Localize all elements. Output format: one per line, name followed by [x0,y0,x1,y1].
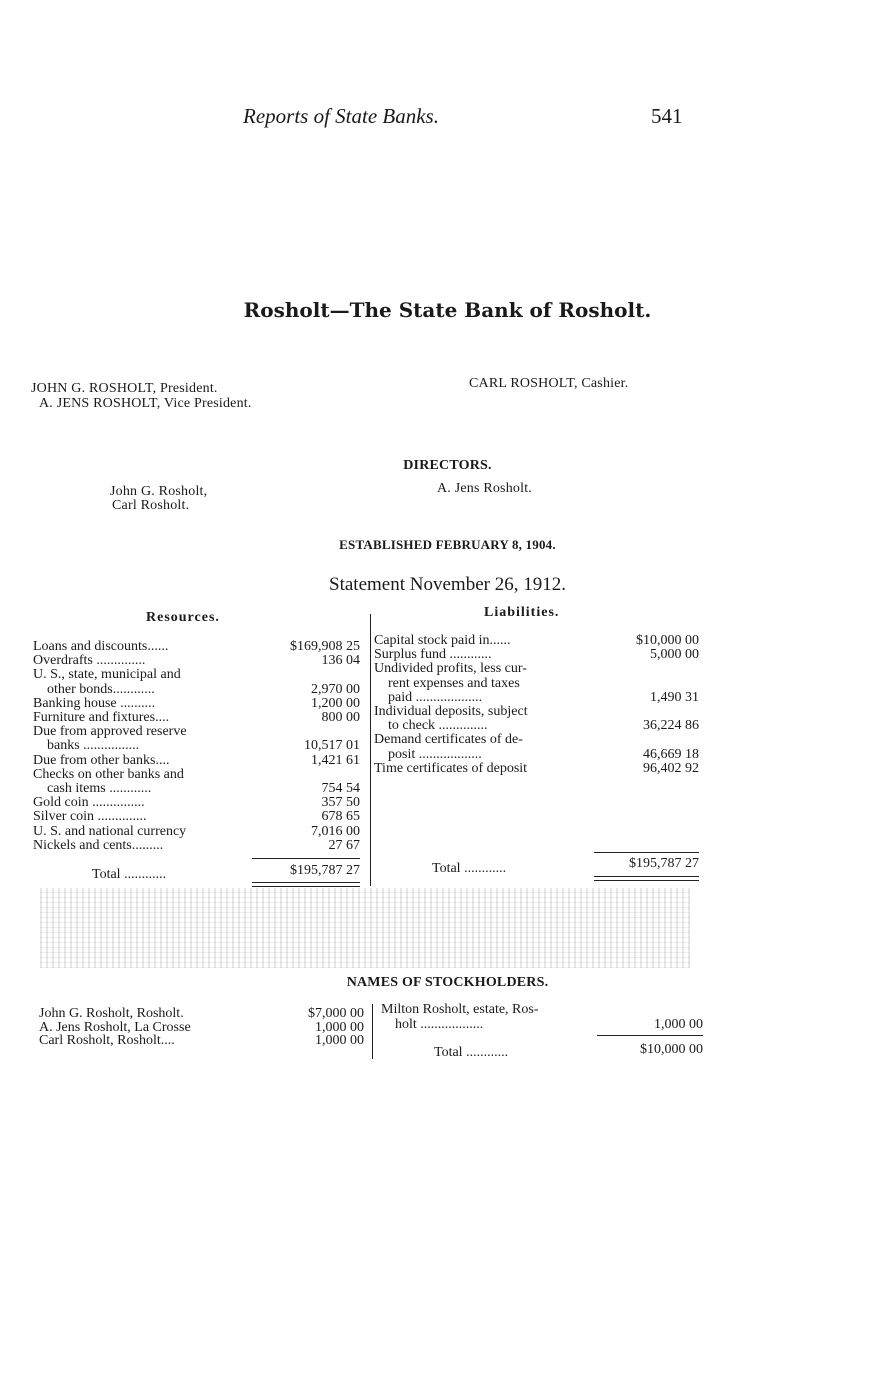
double-rule [252,882,360,887]
resources-total-amount: $195,787 27 [290,863,360,878]
row-amount: 2,970 00 [311,681,360,697]
row-label: to check .............. [388,719,488,734]
row-label: Due from other banks.... [33,753,170,768]
row-amount: 1,000 00 [315,1033,364,1048]
row-label: U. S., state, municipal and [33,668,181,683]
row-amount: 7,016 00 [311,823,360,839]
row-label: Loans and discounts...... [33,640,169,654]
row-amount: 1,421 61 [311,752,360,768]
row-amount: 96,402 92 [643,760,699,776]
row-label: Gold coin ............... [33,796,145,811]
resources-total-label: Total ............ [92,867,167,882]
director-name: John G. Rosholt, [110,484,208,499]
directors-heading: DIRECTORS. [403,458,492,473]
row-amount: 678 65 [321,809,360,825]
double-rule [594,876,699,881]
row-label: Time certificates of deposit [374,761,528,776]
cashier: CARL ROSHOLT, Cashier. [469,376,629,391]
row-amount: 5,000 00 [650,647,699,663]
row-amount: 1,200 00 [311,695,360,711]
liabilities-total-amount: $195,787 27 [629,856,699,871]
total-rule [594,852,699,853]
row-amount: 27 67 [328,837,360,853]
row-amount: 10,517 01 [304,738,360,754]
row-label: Surplus fund ............ [374,648,492,663]
liabilities-total-label: Total ............ [432,861,507,876]
row-label: Demand certificates of de- [374,733,523,748]
liabilities-heading: Liabilities. [484,605,560,620]
row-amount: 136 04 [321,653,360,669]
established-date: ESTABLISHED FEBRUARY 8, 1904. [339,537,556,552]
page-number: 541 [651,104,683,128]
bank-title: Rosholt—The State Bank of Rosholt. [243,298,652,322]
row-label: posit .................. [388,747,482,762]
row-label: paid ................... [388,690,483,705]
row-label: other bonds............ [47,682,155,697]
stockholders-heading: NAMES OF STOCKHOLDERS. [346,975,549,990]
row-amount: $7,000 00 [308,1006,364,1021]
total-rule [252,858,360,859]
row-amount: 800 00 [321,710,360,725]
row-label: John G. Rosholt, Rosholt. [39,1007,184,1021]
director-name: Carl Rosholt. [112,498,190,513]
row-label: banks ................ [47,739,140,754]
stockholders-total-amount: $10,000 00 [640,1042,703,1057]
row-label: Individual deposits, subject [374,705,528,719]
running-header-title: Reports of State Banks. [243,104,439,128]
scan-artifact [40,888,690,968]
row-amount: $169,908 25 [290,639,360,654]
row-amount: 357 50 [321,795,360,811]
row-label: Due from approved reserve [33,725,187,740]
row-amount: 1,000 00 [654,1016,703,1032]
resources-heading: Resources. [146,610,220,625]
vice-president: A. JENS ROSHOLT, Vice President. [39,396,252,411]
row-label: Nickels and cents......... [33,838,164,853]
row-label: U. S. and national currency [33,824,187,839]
row-label: Capital stock paid in...... [374,634,511,648]
row-amount: 1,490 31 [650,689,699,705]
row-amount: $10,000 00 [636,633,699,648]
stockholders-total-label: Total ............ [434,1045,509,1060]
row-label: Checks on other banks and [33,767,184,782]
statement-title: Statement November 26, 1912. [329,574,566,595]
row-label: Overdrafts .............. [33,654,146,669]
row-label: cash items ............ [47,782,152,796]
row-label: Carl Rosholt, Rosholt.... [39,1034,175,1048]
row-label: Furniture and fixtures.... [33,711,170,725]
column-divider [370,614,371,886]
row-amount: 1,000 00 [315,1019,364,1035]
row-label: Banking house .......... [33,696,156,711]
president: JOHN G. ROSHOLT, President. [31,381,218,396]
total-rule [597,1035,703,1036]
row-amount: 46,669 18 [643,746,699,762]
row-label: Milton Rosholt, estate, Ros- [381,1003,539,1017]
row-label: Silver coin .............. [33,810,147,825]
row-amount: 754 54 [321,781,360,796]
row-amount: 36,224 86 [643,718,699,734]
column-divider [372,1004,373,1059]
director-name: A. Jens Rosholt. [437,481,532,496]
row-label: Undivided profits, less cur- [374,662,527,677]
row-label: A. Jens Rosholt, La Crosse [39,1020,191,1035]
row-label: holt .................. [395,1017,484,1032]
row-label: rent expenses and taxes [388,676,520,691]
